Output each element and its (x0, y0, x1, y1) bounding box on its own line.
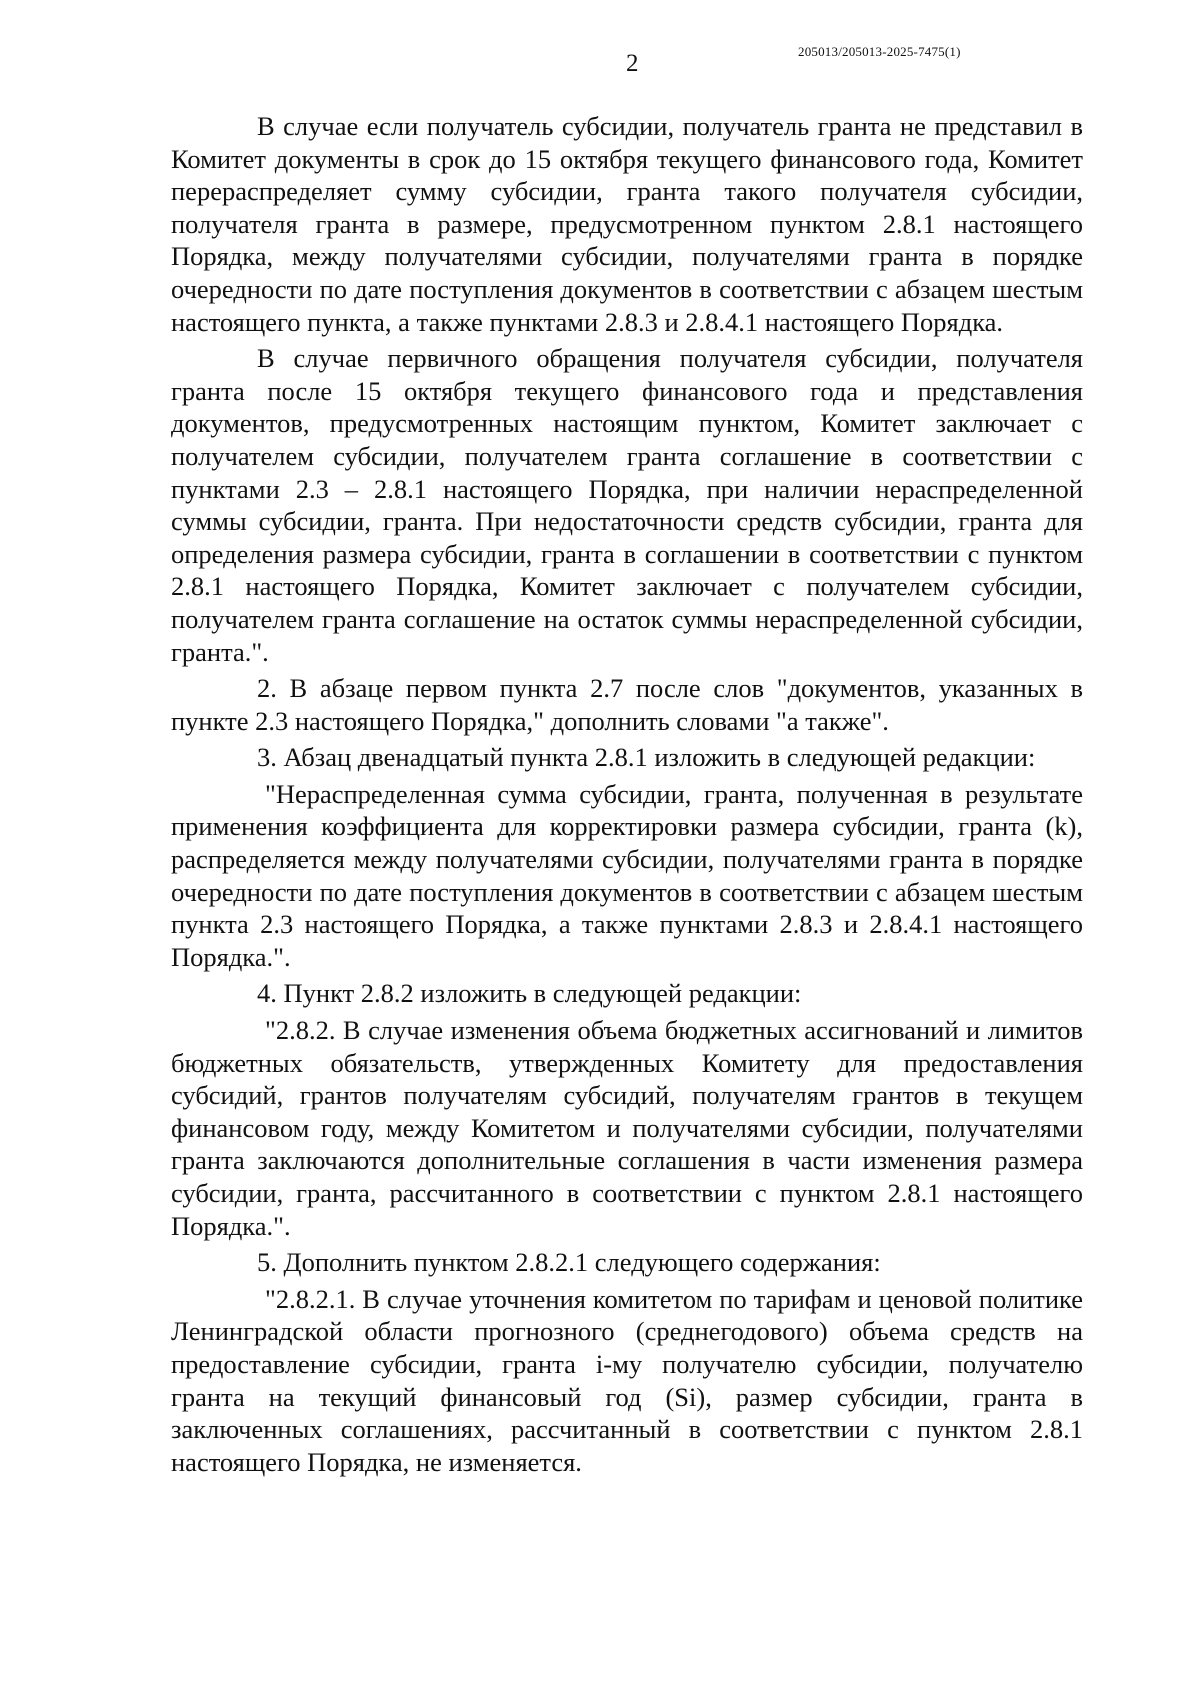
paragraph-redistribution: В случае если получатель субсидии, получатель гранта не представил в Комитет документы в срок до 15 октября текущего финансового года, Комитет перераспределяет сумму субсидии, гранта такого получателя субсидии, получателя гранта в размере, предусмотренном пунктом 2.8.1 настоящего Порядка, между получателями субсидии, получателями гранта в порядке очередности по дате поступления документов в соответствии с абзацем шестым настоящего пункта, а также пунктами 2.8.3 и 2.8.4.1 настоящего Порядка. (171, 111, 1083, 337)
document-registration-code: 205013/205013-2025-7475(1) (798, 44, 961, 59)
paragraph-item-5: 5. Дополнить пунктом 2.8.2.1 следующего содержания: (257, 1247, 881, 1278)
paragraph-item-3-text: "Нераспределенная сумма субсидии, гранта, полученная в результате применения коэффициента для корректировки размера субсидии, гранта (k), распределяется между получателями субсидии, получателями гранта в порядке очередности по дате поступления документов в соответствии с абзацем шестым пункта 2.3 настоящего Порядка, а также пунктами 2.8.3 и 2.8.4.1 настоящего Порядка.". (171, 778, 1083, 972)
document-body (171, 110, 1083, 1482)
paragraph-first-application: В случае первичного обращения получателя субсидии, получателя гранта после 15 октября текущего финансового года и представления документов, предусмотренных настоящим пунктом, Комитет заключает с получателем субсидии, получателем гранта соглашение в соответствии с пунктами 2.3 – 2.8.1 настоящего Порядка, при наличии нераспределенной суммы субсидии, гранта. При недостаточности средств субсидии, гранта для определения размера субсидии, гранта в соглашении в соответствии с пунктом 2.8.1 настоящего Порядка, Комитет заключает с получателем субсидии, получателем гранта соглашение на остаток суммы нераспределенной субсидии, гранта.". (171, 343, 1083, 667)
paragraph-item-2: 2. В абзаце первом пункта 2.7 после слов "документов, указанных в пункте 2.3 настоящего Порядка," дополнить словами "а также". (171, 673, 1083, 736)
paragraph-item-4: 4. Пункт 2.8.2 изложить в следующей редакции: (257, 978, 802, 1009)
paragraph-item-4-text: "2.8.2. В случае изменения объема бюджетных ассигнований и лимитов бюджетных обязательств, утвержденных Комитету для предоставления субсидий, грантов получателям субсидий, получателям грантов в текущем финансовом году, между Комитетом и получателями субсидии, получателями гранта заключаются дополнительные соглашения в части изменения размера субсидии, гранта, рассчитанного в соответствии с пунктом 2.8.1 настоящего Порядка.". (171, 1015, 1083, 1241)
paragraph-item-3: 3. Абзац двенадцатый пункта 2.8.1 изложить в следующей редакции: (257, 742, 1036, 773)
paragraph-item-5-text: "2.8.2.1. В случае уточнения комитетом по тарифам и ценовой политике Ленинградской области прогнозного (среднегодового) объема средств на предоставление субсидии, гранта i-му получателю субсидии, получателю гранта на текущий финансовый год (Si), размер субсидии, гранта в заключенных соглашениях, рассчитанный в соответствии с пунктом 2.8.1 настоящего Порядка, не изменяется. (171, 1283, 1083, 1477)
page-number: 2 (626, 50, 639, 77)
